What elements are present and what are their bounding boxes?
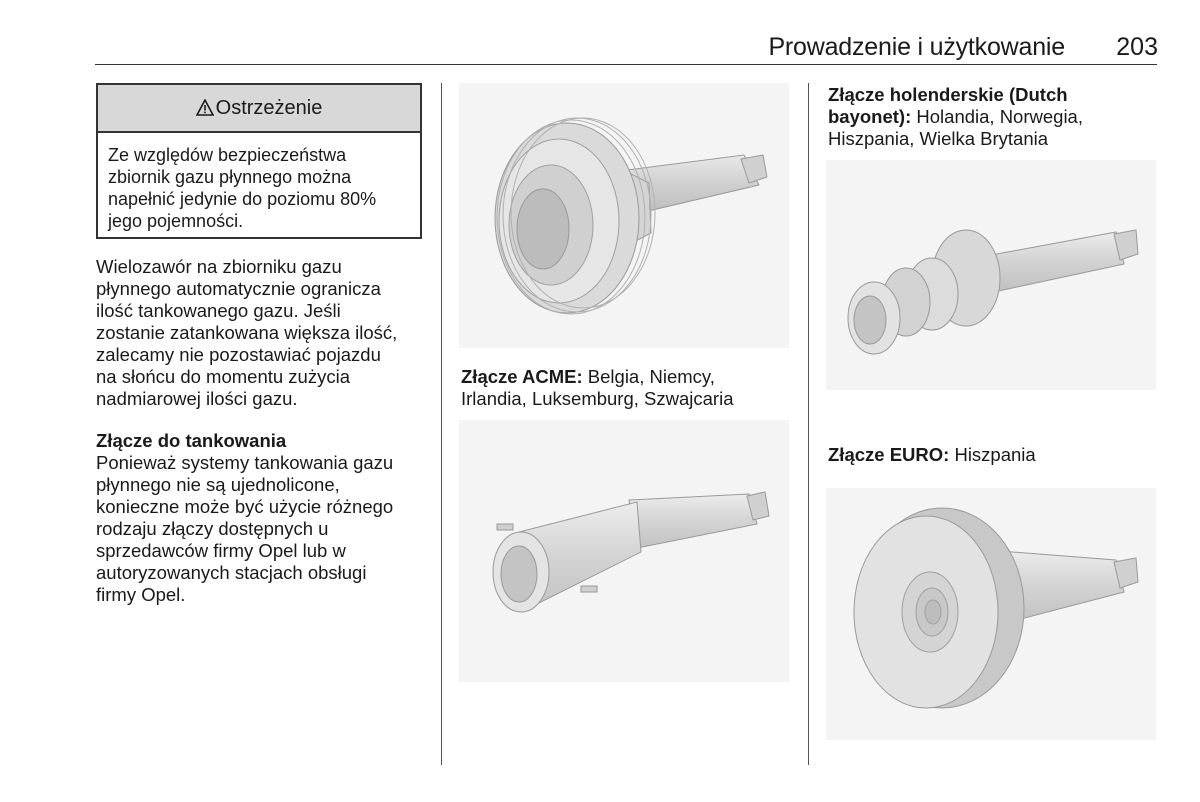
multivalve-paragraph [96,256,397,410]
warning-line: napełnić jedynie do poziomu 80% [108,189,377,209]
acme-caption-line1 [461,366,734,388]
euro-connector-illustration [826,488,1156,740]
column-divider-left [441,83,442,765]
warning-line: jego pojemności. [108,211,244,231]
text-line: konieczne może być użycie różnego [96,496,394,517]
text-line: Wielozawór na zbiorniku gazu [96,256,342,277]
text-line: płynnego nie są ujednolicone, [96,474,340,495]
acme-countries: Belgia, Niemcy, [582,366,715,387]
dutch-countries: Holandia, Norwegia, [911,106,1083,127]
dutch-connector-illustration [826,160,1156,390]
dutch-caption [828,84,1083,150]
header-rule [95,64,1157,65]
warning-body [98,133,420,232]
text-line: sprzedawców firmy Opel lub w [96,540,346,561]
euro-caption [828,444,1036,466]
dutch-caption-line2 [828,106,1083,128]
text-line: rodzaju złączy dostępnych u [96,518,329,539]
acme-connector-illustration [459,83,789,348]
warning-title: Ostrzeżenie [215,96,323,119]
euro-label: Złącze EURO: [828,444,950,465]
text-line: autoryzowanych stacjach obsługi [96,562,367,583]
warning-line: Ze względów bezpieczeństwa [108,145,347,165]
text-line: zostanie zatankowana większa ilość, [96,322,398,343]
text-line: ilość tankowanego gazu. Jeśli [96,300,341,321]
section-heading: Złącze do tankowania [96,430,287,451]
warning-box [96,83,422,239]
text-line: nadmiarowej ilości gazu. [96,388,298,409]
filling-connector-section [96,430,393,606]
acme-caption-line2: Irlandia, Luksemburg, Szwajcaria [461,388,734,409]
text-line: na słońcu do momentu zużycia [96,366,350,387]
bayonet-connector-illustration [459,420,789,682]
text-line: Ponieważ systemy tankowania gazu [96,452,394,473]
acme-caption [461,366,734,410]
warning-line: zbiornik gazu płynnego można [108,167,352,187]
page-number: 203 [1116,33,1158,61]
euro-countries: Hiszpania [949,444,1036,465]
dutch-label-line2: bayonet): [828,106,912,127]
text-line: zalecamy nie pozostawiać pojazdu [96,344,381,365]
dutch-label-line1: Złącze holenderskie (Dutch [828,84,1068,105]
text-line: firmy Opel. [96,584,186,605]
dutch-caption-line3: Hiszpania, Wielka Brytania [828,128,1049,149]
column-divider-right [808,83,809,765]
text-line: płynnego automatycznie ogranicza [96,278,381,299]
warning-triangle-icon [196,99,214,117]
warning-header [98,85,420,133]
page-header-title: Prowadzenie i użytkowanie [768,33,1065,61]
acme-label: Złącze ACME: [461,366,583,387]
